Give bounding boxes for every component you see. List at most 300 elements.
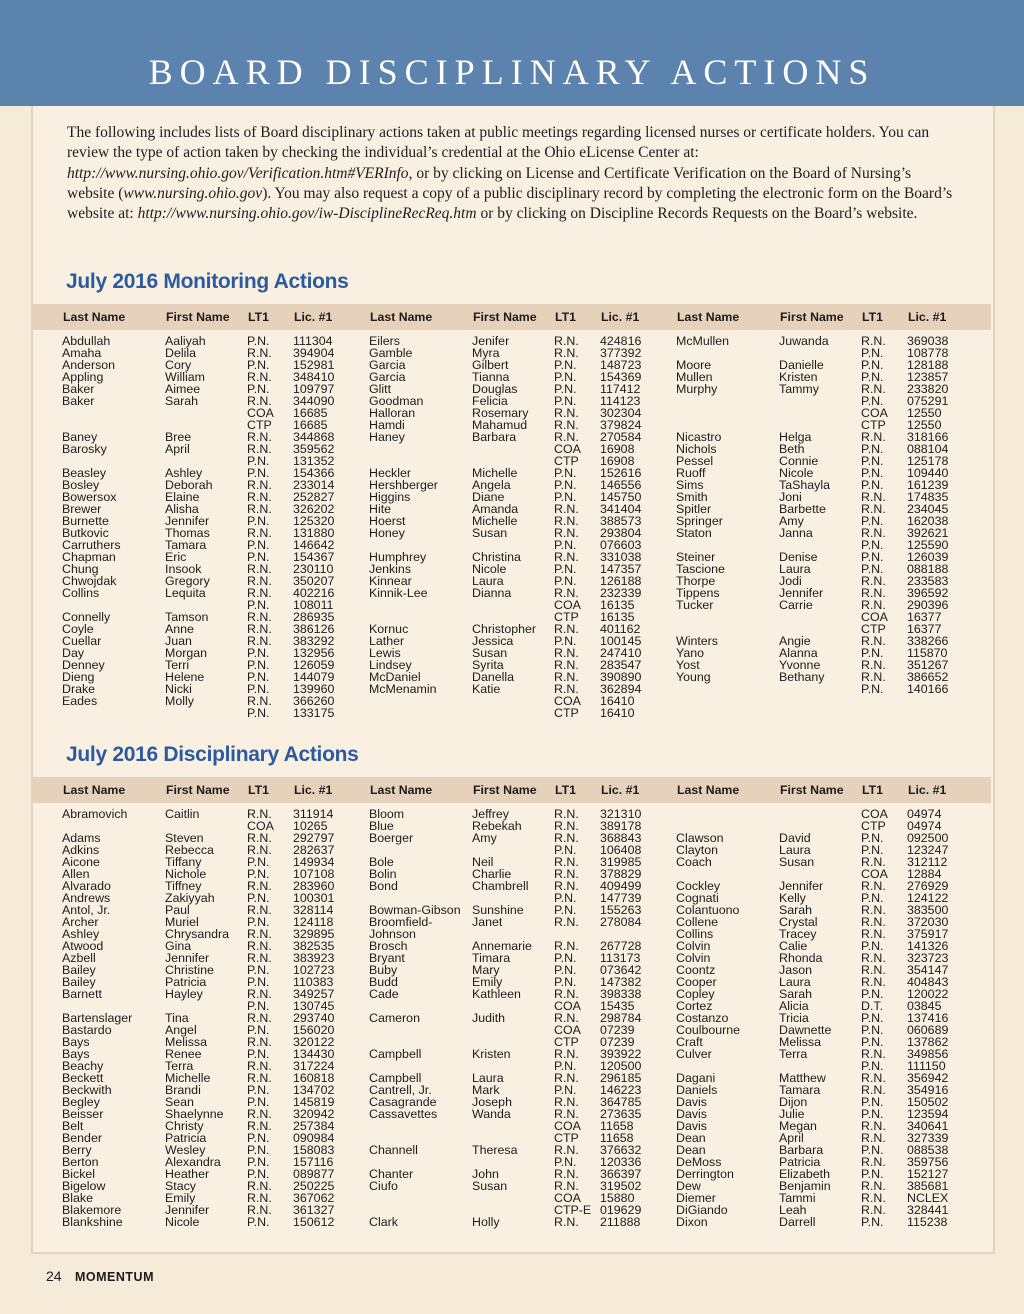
first-name-cell: Beth: [779, 442, 805, 456]
license-type-cell: P.N.: [247, 598, 270, 612]
license-number-cell: 354147: [907, 963, 949, 977]
license-type-cell: R.N.: [247, 951, 272, 965]
last-name-cell: Eilers: [369, 334, 400, 348]
last-name-cell: Cuellar: [62, 634, 102, 648]
page-number: 24: [46, 1268, 62, 1284]
license-type-cell: R.N.: [554, 867, 579, 881]
license-type-cell: CTP: [554, 454, 579, 468]
license-number-cell: 140166: [907, 682, 949, 696]
license-number-cell: 401162: [600, 622, 641, 636]
license-number-cell: 04974: [907, 819, 942, 833]
last-name-cell: Appling: [62, 370, 104, 384]
license-number-cell: 211888: [600, 1215, 641, 1229]
last-name-cell: Beckett: [62, 1071, 104, 1085]
license-type-cell: P.N.: [554, 370, 577, 384]
license-type-cell: COA: [554, 694, 581, 708]
license-number-cell: 088188: [907, 562, 949, 576]
license-number-cell: 07239: [600, 1023, 635, 1037]
license-number-cell: 16908: [600, 442, 635, 456]
last-name-cell: Nichols: [676, 442, 717, 456]
license-number-cell: 150612: [293, 1215, 335, 1229]
license-number-cell: 146642: [293, 538, 335, 552]
license-type-cell: P.N.: [554, 634, 577, 648]
first-name-cell: Danella: [472, 670, 515, 684]
license-type-cell: COA: [861, 807, 888, 821]
license-type-cell: R.N.: [554, 1179, 579, 1193]
license-type-cell: R.N.: [861, 430, 886, 444]
license-type-cell: P.N.: [554, 891, 577, 905]
first-name-cell: David: [779, 831, 811, 845]
last-name-cell: Coulbourne: [676, 1023, 741, 1037]
last-name-cell: Blue: [369, 819, 394, 833]
first-name-cell: Helga: [779, 430, 812, 444]
license-number-cell: 120500: [600, 1059, 642, 1073]
first-name-cell: Syrita: [472, 658, 504, 672]
first-name-cell: Melissa: [779, 1035, 821, 1049]
license-number-cell: 409499: [600, 879, 642, 893]
license-type-cell: R.N.: [861, 903, 886, 917]
last-name-cell: Cooper: [676, 975, 717, 989]
first-name-cell: Kristen: [779, 370, 818, 384]
last-name-cell: Buby: [369, 963, 398, 977]
license-type-cell: R.N.: [861, 1119, 886, 1133]
license-number-cell: 130745: [293, 999, 335, 1013]
last-name-cell: Clayton: [676, 843, 719, 857]
license-type-cell: R.N.: [554, 807, 579, 821]
first-name-cell: Katie: [472, 682, 501, 696]
first-name-cell: Nicole: [472, 562, 507, 576]
license-number-cell: 389178: [600, 819, 642, 833]
last-name-cell: Belt: [62, 1119, 84, 1133]
monitoring-table-header: [33, 304, 991, 330]
license-type-cell: COA: [861, 610, 888, 624]
first-name-cell: Neil: [472, 855, 494, 869]
column-header: Lic. #1: [601, 783, 640, 797]
license-number-cell: 366260: [293, 694, 335, 708]
license-type-cell: R.N.: [247, 478, 272, 492]
verification-link[interactable]: http://www.nursing.ohio.gov/Verification.htm#VERInfo: [67, 164, 409, 182]
license-type-cell: R.N.: [247, 1203, 272, 1217]
first-name-cell: Christopher: [472, 622, 537, 636]
license-type-cell: R.N.: [861, 670, 886, 684]
last-name-cell: Bailey: [62, 963, 96, 977]
first-name-cell: Chambrell: [472, 879, 529, 893]
license-number-cell: 349257: [293, 987, 335, 1001]
first-name-cell: Barbara: [472, 430, 517, 444]
license-type-cell: COA: [554, 1191, 581, 1205]
last-name-cell: Eades: [62, 694, 98, 708]
license-number-cell: 383500: [907, 903, 949, 917]
first-name-cell: Paul: [165, 903, 190, 917]
license-number-cell: 367062: [293, 1191, 335, 1205]
license-type-cell: P.N.: [247, 706, 270, 720]
last-name-cell: Bosley: [62, 478, 100, 492]
last-name-cell: Carruthers: [62, 538, 121, 552]
license-number-cell: 329895: [293, 927, 335, 941]
table-row: [0, 1216, 1024, 1228]
license-number-cell: 283960: [293, 879, 335, 893]
last-name-cell: Bailey: [62, 975, 96, 989]
license-type-cell: R.N.: [861, 963, 886, 977]
first-name-cell: Denise: [779, 550, 818, 564]
license-type-cell: R.N.: [554, 658, 579, 672]
license-number-cell: 12550: [907, 418, 942, 432]
last-name-cell: Kornuc: [369, 622, 409, 636]
license-number-cell: 273635: [600, 1107, 642, 1121]
license-number-cell: 123247: [907, 843, 949, 857]
last-name-cell: Coyle: [62, 622, 94, 636]
last-name-cell: Berton: [62, 1155, 99, 1169]
license-type-cell: R.N.: [247, 346, 272, 360]
license-type-cell: P.N.: [554, 382, 577, 396]
first-name-cell: Angela: [472, 478, 511, 492]
intro-text-3: ). You may also request a copy of a public disciplinary record by completing the electronic form on the Board’s website at:: [67, 184, 953, 223]
last-name-cell: Higgins: [369, 490, 411, 504]
license-number-cell: 133175: [293, 706, 335, 720]
last-name-cell: Bolin: [369, 867, 397, 881]
license-type-cell: P.N.: [247, 975, 270, 989]
license-type-cell: R.N.: [861, 598, 886, 612]
first-name-cell: Wanda: [472, 1107, 511, 1121]
license-number-cell: 320122: [293, 1035, 335, 1049]
license-type-cell: P.N.: [554, 963, 577, 977]
license-number-cell: 100145: [600, 634, 642, 648]
first-name-cell: Alanna: [779, 646, 818, 660]
last-name-cell: Hamdi: [369, 418, 405, 432]
license-number-cell: 114123: [600, 394, 641, 408]
license-number-cell: 161239: [907, 478, 949, 492]
license-type-cell: COA: [554, 442, 581, 456]
last-name-cell: Barnett: [62, 987, 102, 1001]
first-name-cell: Gilbert: [472, 358, 509, 372]
license-type-cell: R.N.: [554, 915, 579, 929]
last-name-cell: Dagani: [676, 1071, 716, 1085]
last-name-cell: Barosky: [62, 442, 107, 456]
license-number-cell: 162038: [907, 514, 949, 528]
column-header: First Name: [780, 783, 844, 797]
last-name-cell: Dean: [676, 1131, 706, 1145]
license-number-cell: 383292: [293, 634, 335, 648]
license-number-cell: 075291: [907, 394, 949, 408]
website-link[interactable]: www.nursing.ohio.gov: [123, 184, 263, 202]
license-type-cell: R.N.: [247, 634, 272, 648]
license-type-cell: R.N.: [554, 1011, 579, 1025]
license-number-cell: 090984: [293, 1131, 335, 1145]
license-number-cell: 326202: [293, 502, 335, 516]
first-name-cell: Mark: [472, 1083, 500, 1097]
license-type-cell: R.N.: [861, 975, 886, 989]
last-name-cell: Ruoff: [676, 466, 706, 480]
first-name-cell: Michelle: [472, 514, 518, 528]
last-name-cell: Beasley: [62, 466, 107, 480]
last-name-cell: Springer: [676, 514, 723, 528]
first-name-cell: Angie: [779, 634, 811, 648]
license-number-cell: 350207: [293, 574, 335, 588]
license-type-cell: P.N.: [554, 975, 577, 989]
first-name-cell: Christy: [165, 1119, 204, 1133]
first-name-cell: Diane: [472, 490, 505, 504]
license-number-cell: 16410: [600, 694, 635, 708]
last-name-cell: Tucker: [676, 598, 714, 612]
license-number-cell: 362894: [600, 682, 642, 696]
last-name-cell: Copley: [676, 987, 715, 1001]
license-type-cell: R.N.: [861, 1179, 886, 1193]
license-number-cell: 134430: [293, 1047, 335, 1061]
last-name-cell: Culver: [676, 1047, 712, 1061]
license-type-cell: P.N.: [554, 562, 577, 576]
last-name-cell: Cameron: [369, 1011, 420, 1025]
license-type-cell: P.N.: [861, 442, 884, 456]
license-number-cell: 290396: [907, 598, 949, 612]
license-type-cell: P.N.: [861, 1143, 884, 1157]
last-name-cell: Clark: [369, 1215, 398, 1229]
license-type-cell: P.N.: [861, 987, 884, 1001]
license-number-cell: 404843: [907, 975, 949, 989]
first-name-cell: Sarah: [165, 394, 199, 408]
license-type-cell: P.N.: [247, 682, 270, 696]
license-number-cell: 125590: [907, 538, 949, 552]
license-type-cell: R.N.: [247, 502, 272, 516]
license-type-cell: R.N.: [247, 1119, 272, 1133]
last-name-cell: Baker: [62, 382, 95, 396]
first-name-cell: Benjamin: [779, 1179, 831, 1193]
license-number-cell: 383923: [293, 951, 335, 965]
last-name-cell: Archer: [62, 915, 99, 929]
table-row: [0, 707, 1024, 719]
license-type-cell: R.N.: [554, 987, 579, 1001]
last-name-cell: DeMoss: [676, 1155, 722, 1169]
last-name-cell: Collins: [676, 927, 714, 941]
license-number-cell: 376632: [600, 1143, 642, 1157]
license-number-cell: 318166: [907, 430, 949, 444]
first-name-cell: Yvonne: [779, 658, 821, 672]
last-name-cell: Burnette: [62, 514, 109, 528]
last-name-cell: Lindsey: [369, 658, 412, 672]
license-number-cell: 123857: [907, 370, 949, 384]
first-name-cell: Hayley: [165, 987, 203, 1001]
last-name-cell: Bickel: [62, 1167, 96, 1181]
column-header: First Name: [166, 310, 230, 324]
license-type-cell: R.N.: [861, 334, 886, 348]
last-name-cell: Lather: [369, 634, 405, 648]
table-row: [0, 695, 1024, 707]
license-type-cell: R.N.: [247, 574, 272, 588]
first-name-cell: Cory: [165, 358, 192, 372]
license-type-cell: P.N.: [247, 1155, 270, 1169]
license-type-cell: P.N.: [247, 1215, 270, 1229]
first-name-cell: Megan: [779, 1119, 817, 1133]
last-name-cell: Davis: [676, 1107, 707, 1121]
license-type-cell: P.N.: [554, 358, 577, 372]
first-name-cell: Tina: [165, 1011, 189, 1025]
license-number-cell: 15880: [600, 1191, 635, 1205]
license-type-cell: P.N.: [861, 831, 884, 845]
last-name-cell: Allen: [62, 867, 90, 881]
first-name-cell: Amy: [779, 514, 804, 528]
license-number-cell: 424816: [600, 334, 642, 348]
first-name-cell: Nicole: [779, 466, 814, 480]
license-type-cell: R.N.: [861, 382, 886, 396]
first-name-cell: Calie: [779, 939, 808, 953]
license-type-cell: R.N.: [554, 502, 579, 516]
records-request-link[interactable]: http://www.nursing.ohio.gov/iw-DisciplineRecReq.htm: [137, 205, 477, 223]
first-name-cell: Wesley: [165, 1143, 206, 1157]
license-type-cell: R.N.: [861, 915, 886, 929]
first-name-cell: Sunshine: [472, 903, 524, 917]
license-number-cell: 109797: [293, 382, 335, 396]
license-number-cell: 154367: [293, 550, 335, 564]
license-type-cell: R.N.: [554, 1047, 579, 1061]
license-type-cell: R.N.: [861, 855, 886, 869]
license-type-cell: R.N.: [247, 903, 272, 917]
last-name-cell: Cockley: [676, 879, 721, 893]
license-number-cell: 302304: [600, 406, 642, 420]
last-name-cell: Aicone: [62, 855, 100, 869]
last-name-cell: Coontz: [676, 963, 716, 977]
license-type-cell: R.N.: [247, 562, 272, 576]
first-name-cell: Patricia: [779, 1155, 821, 1169]
license-type-cell: P.N.: [861, 1023, 884, 1037]
last-name-cell: Bender: [62, 1131, 102, 1145]
last-name-cell: Dean: [676, 1143, 706, 1157]
first-name-cell: Elaine: [165, 490, 200, 504]
last-name-cell: Bond: [369, 879, 398, 893]
first-name-cell: Alisha: [165, 502, 199, 516]
license-number-cell: 115870: [907, 646, 948, 660]
first-name-cell: Rosemary: [472, 406, 529, 420]
column-header: Last Name: [63, 310, 126, 324]
disciplinary-actions-heading: July 2016 Disciplinary Actions: [66, 743, 359, 766]
license-number-cell: 267728: [600, 939, 642, 953]
last-name-cell: Dew: [676, 1179, 701, 1193]
license-type-cell: R.N.: [554, 406, 579, 420]
license-number-cell: 149934: [293, 855, 335, 869]
license-type-cell: COA: [554, 1119, 581, 1133]
license-type-cell: R.N.: [861, 1071, 886, 1085]
first-name-cell: Rebekah: [472, 819, 522, 833]
license-type-cell: R.N.: [554, 831, 579, 845]
first-name-cell: Heather: [165, 1167, 210, 1181]
license-type-cell: CTP: [554, 1035, 579, 1049]
first-name-cell: Gina: [165, 939, 192, 953]
last-name-cell: Diemer: [676, 1191, 716, 1205]
license-type-cell: R.N.: [247, 1035, 272, 1049]
license-number-cell: 312112: [907, 855, 948, 869]
last-name-cell: Colvin: [676, 939, 711, 953]
license-number-cell: 233014: [293, 478, 335, 492]
first-name-cell: Rebecca: [165, 843, 214, 857]
license-type-cell: P.N.: [247, 1047, 270, 1061]
first-name-cell: Danielle: [779, 358, 824, 372]
last-name-cell: Blankshine: [62, 1215, 123, 1229]
license-number-cell: 150502: [907, 1095, 949, 1109]
first-name-cell: Theresa: [472, 1143, 518, 1157]
license-type-cell: R.N.: [247, 370, 272, 384]
first-name-cell: Nicki: [165, 682, 192, 696]
license-type-cell: R.N.: [861, 951, 886, 965]
first-name-cell: Tracey: [779, 927, 817, 941]
license-number-cell: 126059: [293, 658, 335, 672]
license-type-cell: R.N.: [247, 879, 272, 893]
license-number-cell: 331038: [600, 550, 642, 564]
last-name-cell: Begley: [62, 1095, 100, 1109]
license-type-cell: P.N.: [247, 382, 270, 396]
first-name-cell: Janet: [472, 915, 503, 929]
license-number-cell: 317224: [293, 1059, 335, 1073]
first-name-cell: Tiffney: [165, 879, 202, 893]
license-number-cell: 377392: [600, 346, 642, 360]
first-name-cell: Shaelynne: [165, 1107, 224, 1121]
last-name-cell: Murphy: [676, 382, 718, 396]
first-name-cell: April: [165, 442, 190, 456]
last-name-cell: Chanter: [369, 1167, 414, 1181]
page-title: BOARD DISCIPLINARY ACTIONS: [148, 52, 876, 92]
first-name-cell: Delila: [165, 346, 196, 360]
first-name-cell: Barbara: [779, 1143, 824, 1157]
last-name-cell: Hoerst: [369, 514, 406, 528]
license-type-cell: P.N.: [247, 334, 270, 348]
first-name-cell: Christine: [165, 963, 214, 977]
first-name-cell: Barbette: [779, 502, 826, 516]
license-number-cell: 351267: [907, 658, 949, 672]
last-name-cell: Baker: [62, 394, 95, 408]
last-name-cell: Broomfield-: [369, 915, 433, 929]
first-name-cell: Helene: [165, 670, 205, 684]
license-number-cell: 392621: [907, 526, 949, 540]
last-name-cell: Bigelow: [62, 1179, 106, 1193]
license-number-cell: 110383: [293, 975, 334, 989]
last-name-cell: Johnson: [369, 927, 416, 941]
last-name-cell: Yost: [676, 658, 700, 672]
first-name-cell: Jessica: [472, 634, 514, 648]
first-name-cell: TaShayla: [779, 478, 830, 492]
license-type-cell: P.N.: [861, 1095, 884, 1109]
license-number-cell: 386652: [907, 670, 949, 684]
license-type-cell: R.N.: [247, 831, 272, 845]
last-name-cell: Garcia: [369, 358, 406, 372]
license-type-cell: P.N.: [861, 1011, 884, 1025]
first-name-cell: Kathleen: [472, 987, 521, 1001]
first-name-cell: Muriel: [165, 915, 199, 929]
last-name-cell: Abramovich: [62, 807, 128, 821]
column-header: First Name: [473, 783, 537, 797]
license-number-cell: 338266: [907, 634, 949, 648]
license-type-cell: P.N.: [247, 514, 270, 528]
first-name-cell: Bethany: [779, 670, 825, 684]
table-row: [0, 683, 1024, 695]
license-number-cell: 359756: [907, 1155, 949, 1169]
first-name-cell: Timara: [472, 951, 511, 965]
license-number-cell: 293740: [293, 1011, 335, 1025]
intro-text-4: or by clicking on Discipline Records Requests on the Board’s website.: [476, 205, 918, 223]
last-name-cell: Bastardo: [62, 1023, 112, 1037]
license-number-cell: 155263: [600, 903, 642, 917]
first-name-cell: Jason: [779, 963, 813, 977]
first-name-cell: Darrell: [779, 1215, 816, 1229]
first-name-cell: Tamson: [165, 610, 209, 624]
license-type-cell: P.N.: [861, 1107, 884, 1121]
license-number-cell: 16908: [600, 454, 635, 468]
first-name-cell: Nicole: [165, 1215, 200, 1229]
first-name-cell: Alicia: [779, 999, 809, 1013]
last-name-cell: Chapman: [62, 550, 116, 564]
last-name-cell: Humphrey: [369, 550, 427, 564]
license-type-cell: R.N.: [554, 670, 579, 684]
first-name-cell: Patricia: [165, 1131, 207, 1145]
license-number-cell: 152127: [907, 1167, 949, 1181]
first-name-cell: Insook: [165, 562, 202, 576]
first-name-cell: Deborah: [165, 478, 213, 492]
